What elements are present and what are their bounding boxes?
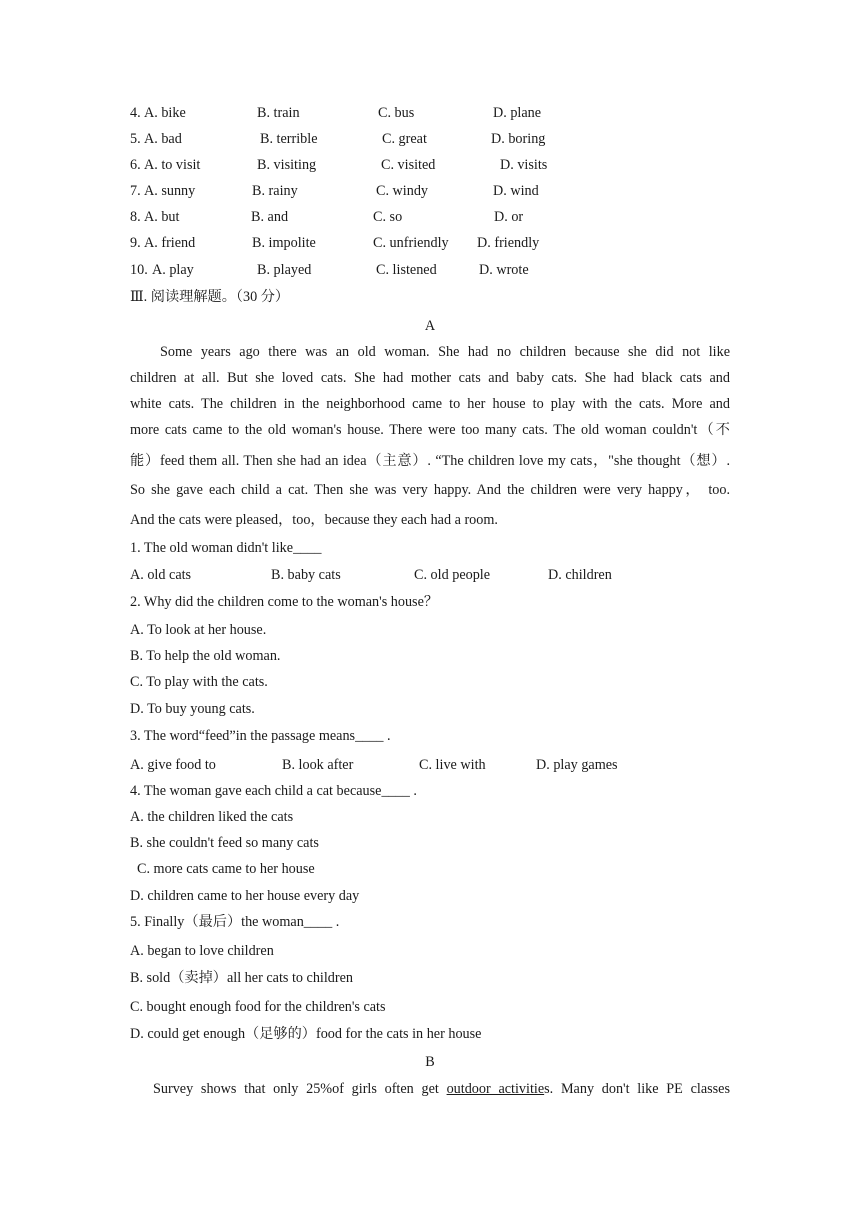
option-b: B. she couldn't feed so many cats [130,835,319,851]
option-b: B. and [251,209,289,225]
passage-line: And the cats were pleased，too，because they each had a room. [130,512,498,528]
option-c: C. bus [378,105,415,121]
option-a: A. friend [144,235,196,251]
passage-line: Some years ago there was an old woman. She had no children because she did not like [160,344,730,360]
option-c: C. bought enough food for the children's cats [130,999,386,1015]
option-c: C. live with [419,757,486,773]
option-d: D. wind [493,183,539,199]
option-number: 9. [130,235,141,251]
option-d: D. children came to her house every day [130,888,360,904]
option-d: D. To buy young cats. [130,701,255,717]
option-b: B. To help the old woman. [130,648,281,664]
option-c: C. so [373,209,403,225]
option-c: C. more cats came to her house [137,861,315,877]
option-a: A. play [152,262,194,278]
option-d: D. children [548,567,612,583]
option-d: D. or [494,209,524,225]
question-5: 5. Finally（最后）the woman____ . [130,914,340,930]
passage-line: children at all. But she loved cats. She had mother cats and baby cats. She had black cats and [130,370,730,386]
option-c: C. unfriendly [373,235,449,251]
option-number: 7. [130,183,141,199]
option-c: C. great [382,131,427,147]
option-b: B. baby cats [271,567,341,583]
underlined-phrase: outdoor activitie [446,1081,545,1097]
option-b: B. train [257,105,300,121]
option-d: D. plane [493,105,542,121]
option-c: C. old people [414,567,491,583]
question-4: 4. The woman gave each child a cat because____ . [130,783,417,799]
option-a: A. began to love children [130,943,274,959]
option-b: B. look after [282,757,354,773]
passage-line: So she gave each child a cat. Then she was very happy. And the children were very happy， too. [130,482,730,498]
option-c: C. visited [381,157,436,173]
option-a: A. sunny [144,183,196,199]
option-a: A. bad [144,131,182,147]
option-c: C. listened [376,262,437,278]
passage-line: white cats. The children in the neighborhood came to her house to play with the cats. More and [130,396,730,412]
option-c: C. To play with the cats. [130,674,268,690]
option-a: A. to visit [144,157,201,173]
passage-b-label: B [425,1054,435,1070]
option-b: B. visiting [257,157,317,173]
passage-a-label: A [424,318,436,334]
option-a: A. bike [144,105,186,121]
option-a: A. To look at her house. [130,622,267,638]
passage-b-text-pre: Survey shows that only 25%of girls often get [153,1081,447,1097]
option-b: B. terrible [260,131,318,147]
question-3: 3. The word“feed”in the passage means____ . [130,728,391,744]
option-d: D. boring [491,131,546,147]
option-number-a: 4. [130,105,141,121]
passage-line: 能）feed them all. Then she had an idea（主意）. “The children love my cats，"she thought（想）. [130,453,730,469]
option-b: B. sold（卖掉）all her cats to children [130,970,354,986]
option-d: D. friendly [477,235,540,251]
option-b: B. played [257,262,312,278]
question-2: 2. Why did the children come to the woman's house？ [130,594,439,610]
option-a: A. old cats [130,567,192,583]
option-number: 5. [130,131,141,147]
option-a: A. give food to [130,757,216,773]
passage-line: more cats came to the old woman's house. There were too many cats. The old woman couldn't（不 [130,422,730,438]
option-b: B. impolite [252,235,316,251]
option-d: D. visits [500,157,548,173]
option-a: A. but [144,209,180,225]
passage-b-text-post: s. Many don't like PE classes [544,1081,730,1097]
question-1: 1. The old woman didn't like____ [130,540,322,556]
option-c: C. windy [376,183,429,199]
option-number: 6. [130,157,141,173]
option-a: A. the children liked the cats [130,809,294,825]
option-b: B. rainy [252,183,298,199]
section-title: Ⅲ. 阅读理解题。（30 分） [130,289,290,305]
option-number: 8. [130,209,141,225]
option-number: 10. [130,262,148,278]
option-d: D. wrote [479,262,529,278]
passage-b-line [153,1080,730,1098]
option-d: D. could get enough（足够的）food for the cats in her house [130,1026,482,1042]
option-d: D. play games [536,757,618,773]
